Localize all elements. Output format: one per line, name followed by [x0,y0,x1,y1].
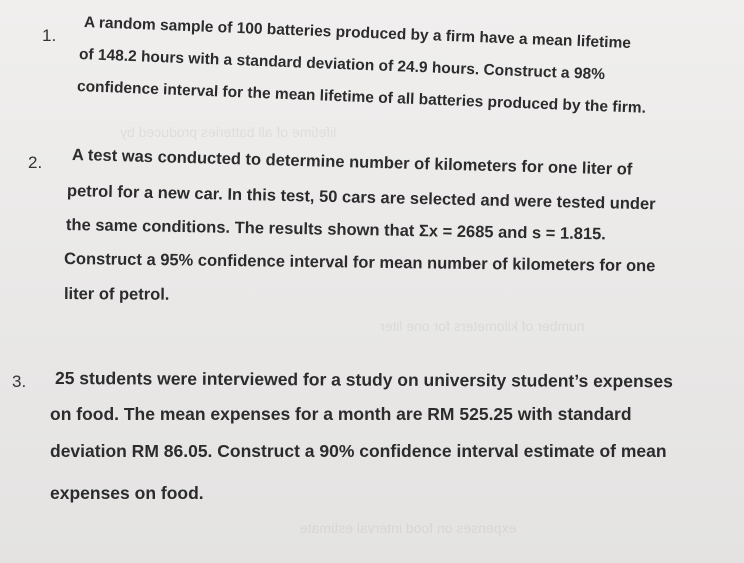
problem-text-line: on food. The mean expenses for a month are RM 525.25 with standard [50,404,632,424]
bleed-through-text: number of kilometers for one liter [380,318,585,334]
problem-text-line: confidence interval for the mean lifetime of all batteries produced by the firm. [76,78,647,117]
problem-number: 1. [42,26,57,45]
problem-text-line: 25 students were interviewed for a study on university student’s expenses [54,368,673,392]
problem-text-line: petrol for a new car. In this test, 50 cars are selected and were tested under [66,182,656,214]
problem-text-line: expenses on food. [50,483,204,503]
problem-text-line: deviation RM 86.05. Construct a 90% confidence interval estimate of mean [50,441,667,461]
problem-text-line: liter of petrol. [63,285,170,304]
problem-text-line: Construct a 95% confidence interval for mean number of kilometers for one [63,250,656,276]
problem-text-line: A random sample of 100 batteries produced by a firm have a mean lifetime [83,14,632,53]
bleed-through-text: lifetime of all batteries produced by [120,124,337,140]
problem-number: 2. [28,153,43,172]
problem-number: 3. [12,372,27,391]
problem-text-line: of 148.2 hours with a standard deviation of 24.9 hours. Construct a 98% [78,46,606,84]
problem-text-line: the same conditions. The results shown that Σx = 2685 and s = 1.815. [65,216,607,244]
problem-text-line: A test was conducted to determine number of kilometers for one liter of [71,146,633,179]
bleed-through-text: expenses on food interval estimate [300,520,517,536]
